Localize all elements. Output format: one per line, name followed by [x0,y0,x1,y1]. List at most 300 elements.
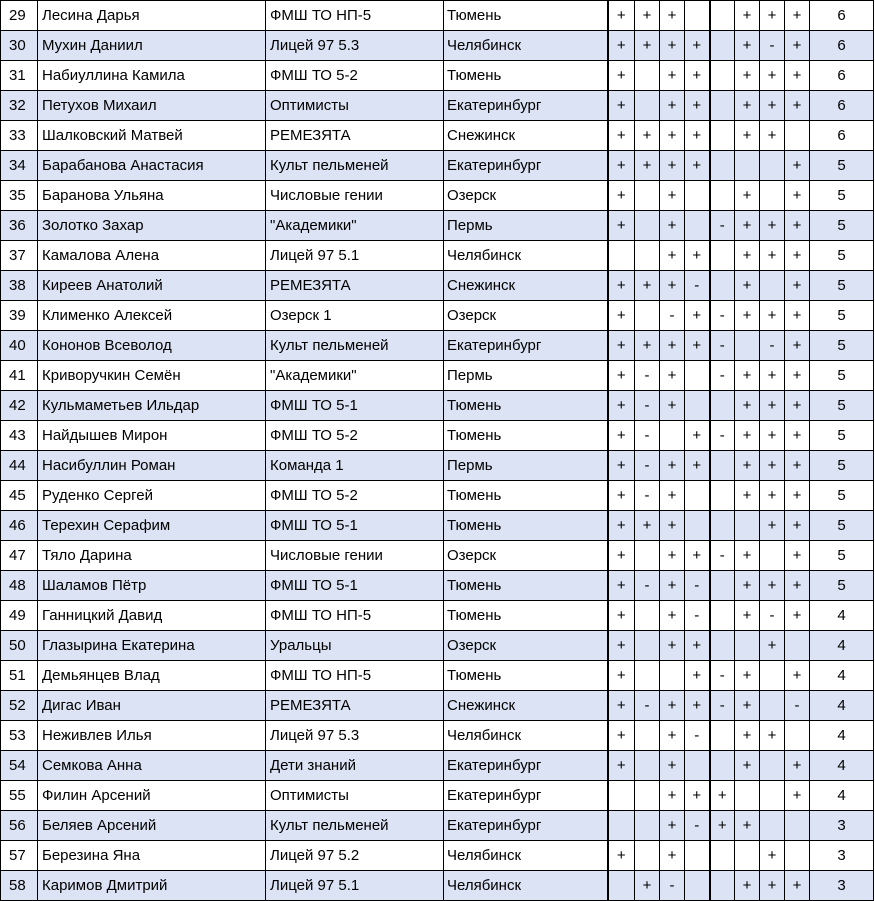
task-mark: + [660,841,685,871]
city-name: Снежинск [444,691,608,721]
task-mark: - [685,571,710,601]
table-row [1,601,874,631]
task-mark: + [660,781,685,811]
team-name: ФМШ ТО 5-1 [266,571,444,601]
task-mark: - [635,691,660,721]
row-number: 58 [1,871,38,901]
task-mark: + [685,631,710,661]
city-name: Озерск [444,541,608,571]
city-name: Тюмень [444,511,608,541]
row-number: 54 [1,751,38,781]
task-mark: + [660,361,685,391]
task-mark [710,511,735,541]
total-score: 5 [810,451,874,481]
participant-name: Набиуллина Камила [38,61,266,91]
task-mark [710,751,735,781]
participant-name: Лесина Дарья [38,1,266,31]
task-mark: - [710,211,735,241]
participant-name: Березина Яна [38,841,266,871]
task-mark [760,691,785,721]
task-mark: + [760,631,785,661]
task-mark [760,541,785,571]
row-number: 34 [1,151,38,181]
task-mark [635,61,660,91]
task-mark: + [608,61,635,91]
task-mark: + [685,421,710,451]
task-mark [635,631,660,661]
participant-name: Кононов Всеволод [38,331,266,361]
task-mark: + [660,31,685,61]
city-name: Челябинск [444,841,608,871]
team-name: ФМШ ТО НП-5 [266,601,444,631]
task-mark: - [710,691,735,721]
team-name: ФМШ ТО 5-2 [266,61,444,91]
task-mark: + [735,811,760,841]
city-name: Пермь [444,361,608,391]
row-number: 52 [1,691,38,721]
task-mark: + [760,61,785,91]
task-mark: + [608,151,635,181]
task-mark: + [735,211,760,241]
task-mark: + [760,241,785,271]
table-row [1,781,874,811]
team-name: ФМШ ТО НП-5 [266,1,444,31]
task-mark [735,511,760,541]
total-score: 5 [810,421,874,451]
task-mark [710,91,735,121]
task-mark: + [760,841,785,871]
table-row [1,691,874,721]
city-name: Екатеринбург [444,91,608,121]
total-score: 5 [810,391,874,421]
city-name: Екатеринбург [444,751,608,781]
task-mark: + [608,91,635,121]
task-mark: + [785,91,810,121]
task-mark: + [735,661,760,691]
row-number: 38 [1,271,38,301]
task-mark [635,241,660,271]
task-mark [710,721,735,751]
task-mark: - [635,421,660,451]
task-mark: - [685,271,710,301]
total-score: 5 [810,511,874,541]
task-mark: + [685,661,710,691]
task-mark: + [785,511,810,541]
task-mark [710,121,735,151]
team-name: Оптимисты [266,781,444,811]
task-mark [760,751,785,781]
task-mark: + [608,391,635,421]
task-mark [710,241,735,271]
total-score: 4 [810,691,874,721]
task-mark: + [608,301,635,331]
team-name: ФМШ ТО 5-1 [266,511,444,541]
task-mark: + [608,271,635,301]
task-mark: + [608,181,635,211]
total-score: 3 [810,841,874,871]
row-number: 44 [1,451,38,481]
task-mark: + [785,151,810,181]
task-mark [608,811,635,841]
task-mark: + [760,481,785,511]
participant-name: Насибуллин Роман [38,451,266,481]
city-name: Пермь [444,211,608,241]
table-row [1,421,874,451]
task-mark: + [735,391,760,421]
participant-name: Шаламов Пётр [38,571,266,601]
task-mark: + [760,421,785,451]
team-name: ФМШ ТО 5-1 [266,391,444,421]
total-score: 3 [810,811,874,841]
row-number: 32 [1,91,38,121]
row-number: 55 [1,781,38,811]
table-row [1,511,874,541]
task-mark: + [785,181,810,211]
task-mark: + [735,61,760,91]
table-row [1,271,874,301]
task-mark: + [735,481,760,511]
task-mark: + [635,1,660,31]
task-mark: + [608,511,635,541]
team-name: Культ пельменей [266,811,444,841]
table-row [1,391,874,421]
table-row [1,241,874,271]
task-mark [608,241,635,271]
task-mark: + [735,301,760,331]
task-mark: + [735,181,760,211]
total-score: 4 [810,631,874,661]
task-mark [710,181,735,211]
task-mark [685,1,710,31]
task-mark [710,601,735,631]
task-mark: + [635,511,660,541]
table-row [1,211,874,241]
total-score: 6 [810,1,874,31]
task-mark [710,31,735,61]
table-row [1,631,874,661]
city-name: Екатеринбург [444,781,608,811]
task-mark [685,391,710,421]
row-number: 30 [1,31,38,61]
task-mark: + [760,511,785,541]
total-score: 6 [810,121,874,151]
row-number: 46 [1,511,38,541]
team-name: Лицей 97 5.3 [266,721,444,751]
task-mark: + [735,121,760,151]
task-mark: - [760,331,785,361]
task-mark: + [608,1,635,31]
task-mark: + [660,751,685,781]
team-name: РЕМЕЗЯТА [266,271,444,301]
task-mark: + [685,301,710,331]
task-mark [660,661,685,691]
participant-name: Петухов Михаил [38,91,266,121]
city-name: Екатеринбург [444,331,608,361]
task-mark [710,61,735,91]
task-mark: + [760,1,785,31]
task-mark: + [685,91,710,121]
task-mark [735,781,760,811]
task-mark: + [608,451,635,481]
team-name: Культ пельменей [266,151,444,181]
task-mark: + [735,31,760,61]
team-name: ФМШ ТО НП-5 [266,661,444,691]
table-row [1,181,874,211]
table-row [1,811,874,841]
task-mark: + [735,91,760,121]
task-mark [635,541,660,571]
task-mark: + [608,361,635,391]
participant-name: Неживлев Илья [38,721,266,751]
table-row [1,661,874,691]
task-mark: + [608,541,635,571]
task-mark: + [608,601,635,631]
task-mark: + [785,421,810,451]
task-mark: + [685,331,710,361]
task-mark: + [760,391,785,421]
task-mark [785,631,810,661]
task-mark [710,871,735,901]
participant-name: Кульмаметьев Ильдар [38,391,266,421]
task-mark [785,811,810,841]
task-mark [785,841,810,871]
task-mark: + [608,751,635,781]
task-mark [635,721,660,751]
task-mark: + [785,31,810,61]
task-mark: + [660,631,685,661]
table-row [1,841,874,871]
participant-name: Терехин Серафим [38,511,266,541]
participant-name: Семкова Анна [38,751,266,781]
task-mark [735,841,760,871]
task-mark: + [660,1,685,31]
task-mark [735,631,760,661]
table-row [1,541,874,571]
task-mark [760,151,785,181]
row-number: 41 [1,361,38,391]
total-score: 5 [810,301,874,331]
total-score: 5 [810,271,874,301]
task-mark: + [660,91,685,121]
total-score: 6 [810,31,874,61]
task-mark: + [660,511,685,541]
task-mark: - [710,421,735,451]
total-score: 3 [810,871,874,901]
task-mark [710,451,735,481]
team-name: Культ пельменей [266,331,444,361]
city-name: Челябинск [444,241,608,271]
task-mark: + [660,211,685,241]
task-mark: + [660,601,685,631]
task-mark: + [685,541,710,571]
team-name: Числовые гении [266,541,444,571]
task-mark: + [735,571,760,601]
task-mark: + [685,781,710,811]
team-name: РЕМЕЗЯТА [266,691,444,721]
task-mark: + [608,421,635,451]
task-mark: + [760,571,785,601]
team-name: Числовые гении [266,181,444,211]
task-mark: - [710,361,735,391]
task-mark: + [735,361,760,391]
team-name: Лицей 97 5.1 [266,241,444,271]
task-mark [635,301,660,331]
row-number: 35 [1,181,38,211]
task-mark: + [785,361,810,391]
task-mark: + [660,61,685,91]
row-number: 50 [1,631,38,661]
task-mark [710,631,735,661]
task-mark: + [785,211,810,241]
team-name: Лицей 97 5.3 [266,31,444,61]
row-number: 49 [1,601,38,631]
team-name: Озерск 1 [266,301,444,331]
city-name: Тюмень [444,571,608,601]
task-mark: + [785,571,810,601]
row-number: 31 [1,61,38,91]
task-mark: + [608,331,635,361]
participant-name: Найдышев Мирон [38,421,266,451]
task-mark: + [608,661,635,691]
team-name: "Академики" [266,211,444,241]
table-row [1,751,874,781]
city-name: Тюмень [444,1,608,31]
task-mark: + [685,61,710,91]
task-mark: + [635,271,660,301]
total-score: 6 [810,61,874,91]
participant-name: Глазырина Екатерина [38,631,266,661]
task-mark: + [608,121,635,151]
city-name: Озерск [444,301,608,331]
task-mark: + [635,121,660,151]
task-mark: + [785,271,810,301]
city-name: Пермь [444,451,608,481]
team-name: ФМШ ТО 5-2 [266,421,444,451]
total-score: 5 [810,541,874,571]
task-mark: + [735,871,760,901]
task-mark: + [760,121,785,151]
task-mark: + [785,751,810,781]
task-mark: + [760,721,785,751]
task-mark [785,121,810,151]
task-mark: + [760,361,785,391]
total-score: 5 [810,241,874,271]
table-row [1,331,874,361]
total-score: 5 [810,211,874,241]
participant-name: Камалова Алена [38,241,266,271]
participant-name: Ганницкий Давид [38,601,266,631]
row-number: 43 [1,421,38,451]
task-mark: + [735,421,760,451]
participant-name: Баранова Ульяна [38,181,266,211]
team-name: ФМШ ТО 5-2 [266,481,444,511]
task-mark: + [660,151,685,181]
total-score: 4 [810,721,874,751]
task-mark [760,661,785,691]
table-row [1,871,874,901]
task-mark [685,211,710,241]
task-mark: + [685,151,710,181]
task-mark: + [785,451,810,481]
row-number: 51 [1,661,38,691]
row-number: 56 [1,811,38,841]
total-score: 5 [810,361,874,391]
city-name: Тюмень [444,661,608,691]
task-mark: + [608,631,635,661]
task-mark [685,361,710,391]
participant-name: Беляев Арсений [38,811,266,841]
row-number: 57 [1,841,38,871]
task-mark [635,211,660,241]
task-mark [685,751,710,781]
city-name: Екатеринбург [444,151,608,181]
task-mark: - [685,601,710,631]
table-row [1,571,874,601]
task-mark: + [660,391,685,421]
city-name: Тюмень [444,601,608,631]
task-mark: + [608,481,635,511]
row-number: 39 [1,301,38,331]
task-mark: + [608,721,635,751]
table-row [1,91,874,121]
task-mark: + [735,541,760,571]
task-mark [635,601,660,631]
task-mark: + [785,481,810,511]
team-name: РЕМЕЗЯТА [266,121,444,151]
row-number: 40 [1,331,38,361]
task-mark: + [785,301,810,331]
task-mark [608,871,635,901]
task-mark: + [685,691,710,721]
task-mark: - [710,541,735,571]
city-name: Озерск [444,631,608,661]
task-mark: + [660,481,685,511]
task-mark: - [660,301,685,331]
task-mark: + [710,781,735,811]
task-mark [635,661,660,691]
task-mark: + [785,781,810,811]
city-name: Озерск [444,181,608,211]
team-name: Лицей 97 5.2 [266,841,444,871]
task-mark [635,91,660,121]
task-mark [685,511,710,541]
task-mark: + [760,301,785,331]
participant-name: Золотко Захар [38,211,266,241]
task-mark: + [785,541,810,571]
task-mark [760,781,785,811]
task-mark: + [785,871,810,901]
table-row [1,31,874,61]
row-number: 37 [1,241,38,271]
task-mark [635,181,660,211]
task-mark [635,781,660,811]
task-mark: + [735,451,760,481]
city-name: Тюмень [444,481,608,511]
task-mark: - [710,331,735,361]
table-row [1,61,874,91]
task-mark: + [608,211,635,241]
task-mark [735,331,760,361]
task-mark: - [760,31,785,61]
participant-name: Каримов Дмитрий [38,871,266,901]
task-mark: + [660,451,685,481]
total-score: 5 [810,181,874,211]
city-name: Челябинск [444,721,608,751]
task-mark [635,751,660,781]
task-mark: + [608,571,635,601]
city-name: Тюмень [444,391,608,421]
task-mark: + [685,451,710,481]
